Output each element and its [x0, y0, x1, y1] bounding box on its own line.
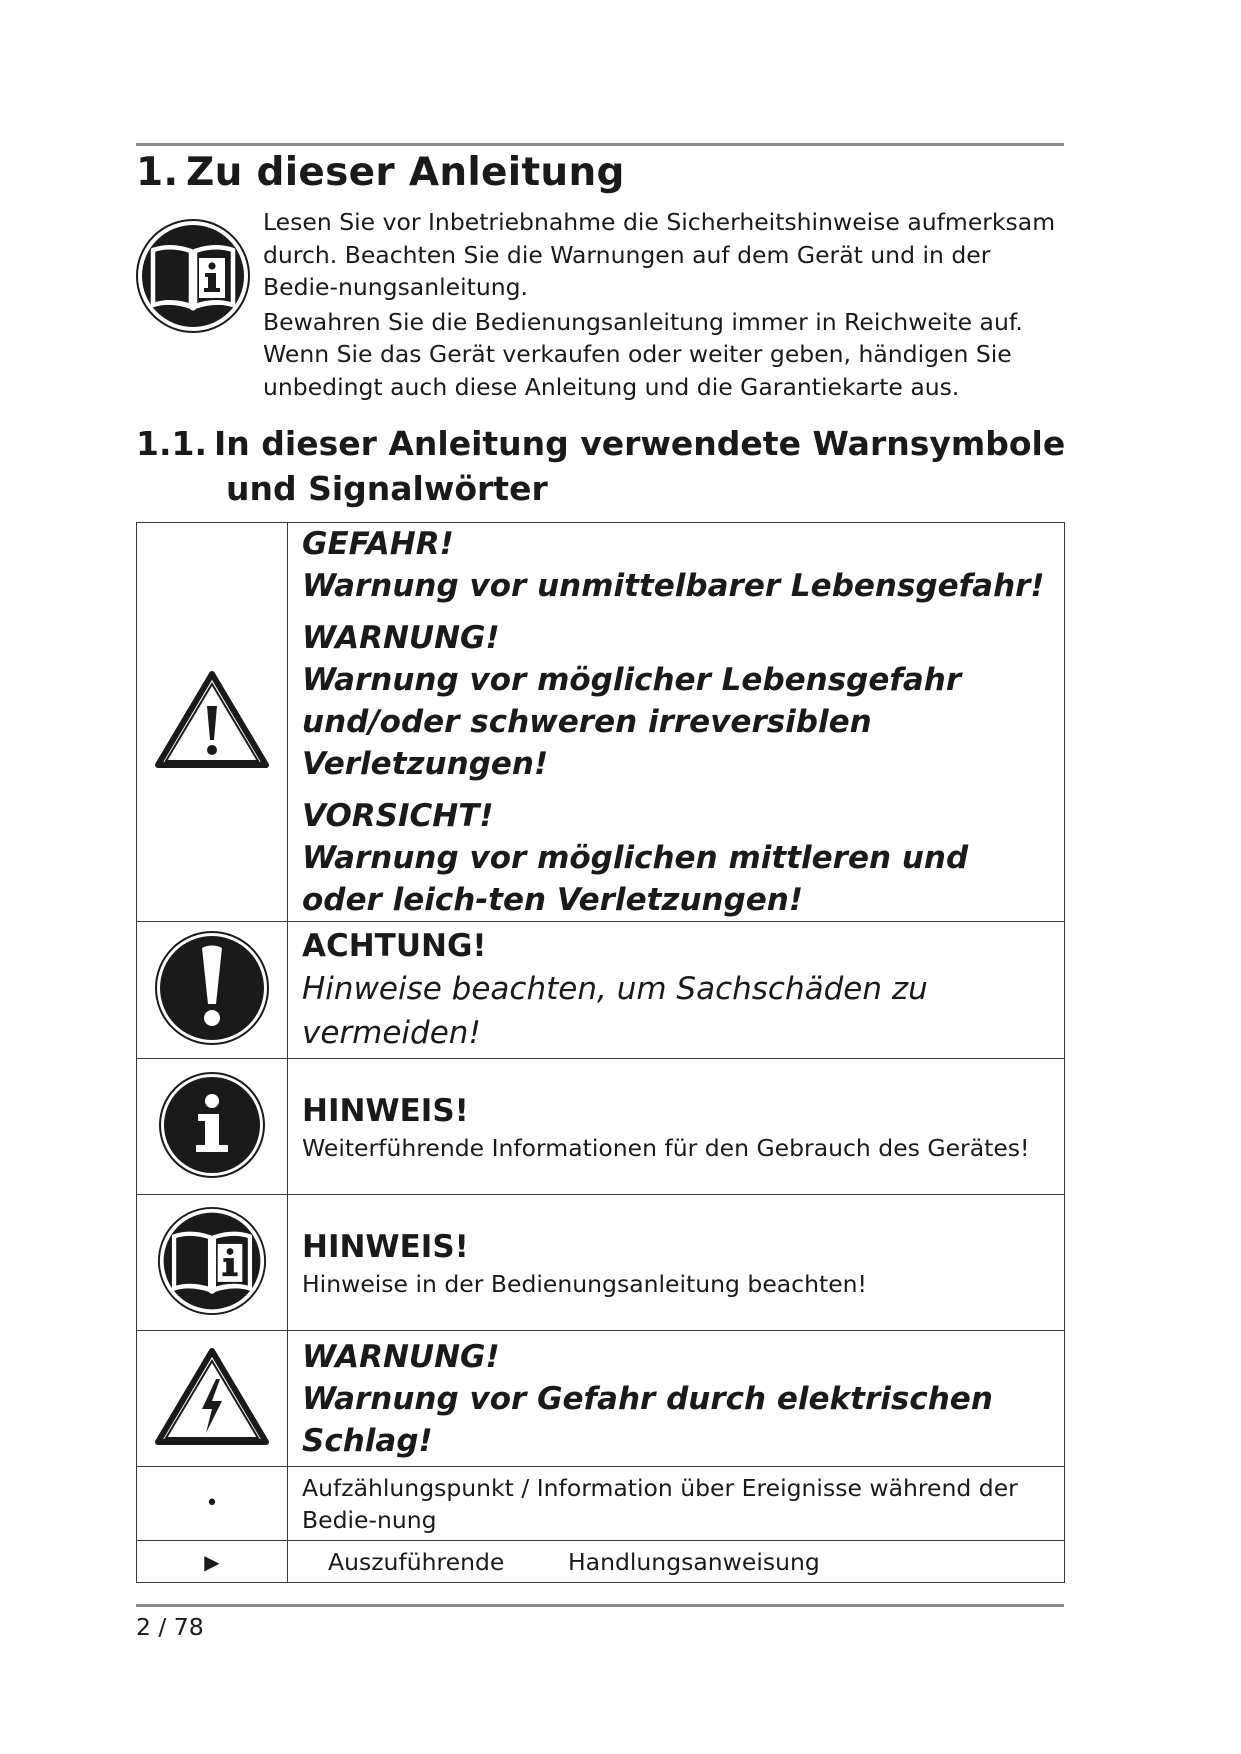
table-row [137, 1059, 1065, 1195]
signal-word-achtung: ACHTUNG! [302, 928, 487, 964]
icon-cell [137, 523, 288, 922]
table-row [137, 523, 1065, 922]
step-description [302, 1548, 1052, 1576]
signal-word-warnung: WARNUNG! [302, 1338, 500, 1375]
subsection-title-line2: und Signalwörter [226, 469, 548, 508]
text-cell [288, 1059, 1065, 1195]
icon-cell [137, 922, 288, 1059]
table-row [137, 1467, 1065, 1541]
text-cell [288, 1467, 1065, 1541]
exclamation-circle-icon [154, 930, 270, 1046]
top-rule [136, 143, 1064, 146]
icon-cell [137, 1331, 288, 1467]
signal-word-hinweis: HINWEIS! [302, 1228, 469, 1265]
signal-description: Warnung vor Gefahr durch elektrischen Schlag! [302, 1380, 993, 1459]
subsection-title-line1: In dieser Anleitung verwendete Warnsymbole [214, 424, 1066, 463]
icon-cell [137, 1541, 288, 1583]
intro-text [263, 206, 1063, 405]
signal-description: Warnung vor möglicher Lebensgefahr und/oder schweren irreversiblen Verletzungen! [302, 662, 962, 782]
table-row [137, 1195, 1065, 1331]
signal-word-gefahr: GEFAHR! [302, 526, 454, 562]
intro-paragraph: Lesen Sie vor Inbetriebnahme die Sicherheitshinweise aufmerksam durch. Beachten Sie die Warnungen auf dem Gerät und in der Bedie-nungsanleitung. [263, 208, 1056, 301]
section-title: Zu dieser Anleitung [186, 150, 625, 195]
subsection-heading [136, 421, 1065, 511]
text-cell [288, 1331, 1065, 1467]
signal-description: Weiterführende Informationen für den Gebrauch des Gerätes! [302, 1133, 1030, 1162]
bottom-rule [136, 1604, 1064, 1607]
action-arrow-icon: ▶ [204, 1549, 220, 1574]
manual-book-icon [157, 1206, 267, 1316]
intro-paragraph: Bewahren Sie die Bedienungsanleitung immer in Reichweite auf. Wenn Sie das Gerät verkaufen oder weiter geben, händigen Sie unbedingt auch diese Anleitung und die Garantiekarte aus. [263, 307, 1023, 401]
text-cell [288, 1541, 1065, 1583]
signal-description: Warnung vor möglichen mittleren und oder leich-ten Verletzungen! [302, 840, 969, 918]
table-row [137, 922, 1065, 1059]
subsection-number: 1.1. [136, 424, 207, 463]
step-text-a: Auszuführende [328, 1547, 505, 1576]
step-text-b: Handlungsanweisung [568, 1547, 820, 1576]
icon-cell [137, 1195, 288, 1331]
icon-cell [137, 1059, 288, 1195]
manual-book-icon [135, 218, 251, 334]
warning-symbols-table [136, 522, 1065, 1583]
section-number: 1. [136, 150, 179, 195]
bullet-description: Aufzählungspunkt / Information über Ereignisse während der Bedie-nung [302, 1473, 1018, 1534]
bullet-point-icon: • [205, 1490, 219, 1516]
signal-description: Warnung vor unmittelbarer Lebensgefahr! [302, 568, 1045, 604]
signal-word-vorsicht: VORSICHT! [302, 798, 494, 834]
signal-description: Hinweise in der Bedienungsanleitung beachten! [302, 1269, 867, 1298]
electric-shock-triangle-icon [154, 1347, 270, 1447]
signal-word-hinweis: HINWEIS! [302, 1092, 469, 1129]
signal-description: Hinweise beachten, um Sachschäden zu vermeiden! [302, 971, 928, 1051]
section-heading [136, 150, 625, 195]
text-cell [288, 1195, 1065, 1331]
signal-word-warnung: WARNUNG! [302, 620, 500, 656]
warning-triangle-icon [154, 670, 270, 770]
text-cell [288, 523, 1065, 922]
page-number: 2 / 78 [136, 1613, 204, 1641]
text-cell [288, 922, 1065, 1059]
table-row [137, 1331, 1065, 1467]
table-row [137, 1541, 1065, 1583]
info-circle-icon [158, 1071, 266, 1179]
icon-cell [137, 1467, 288, 1541]
